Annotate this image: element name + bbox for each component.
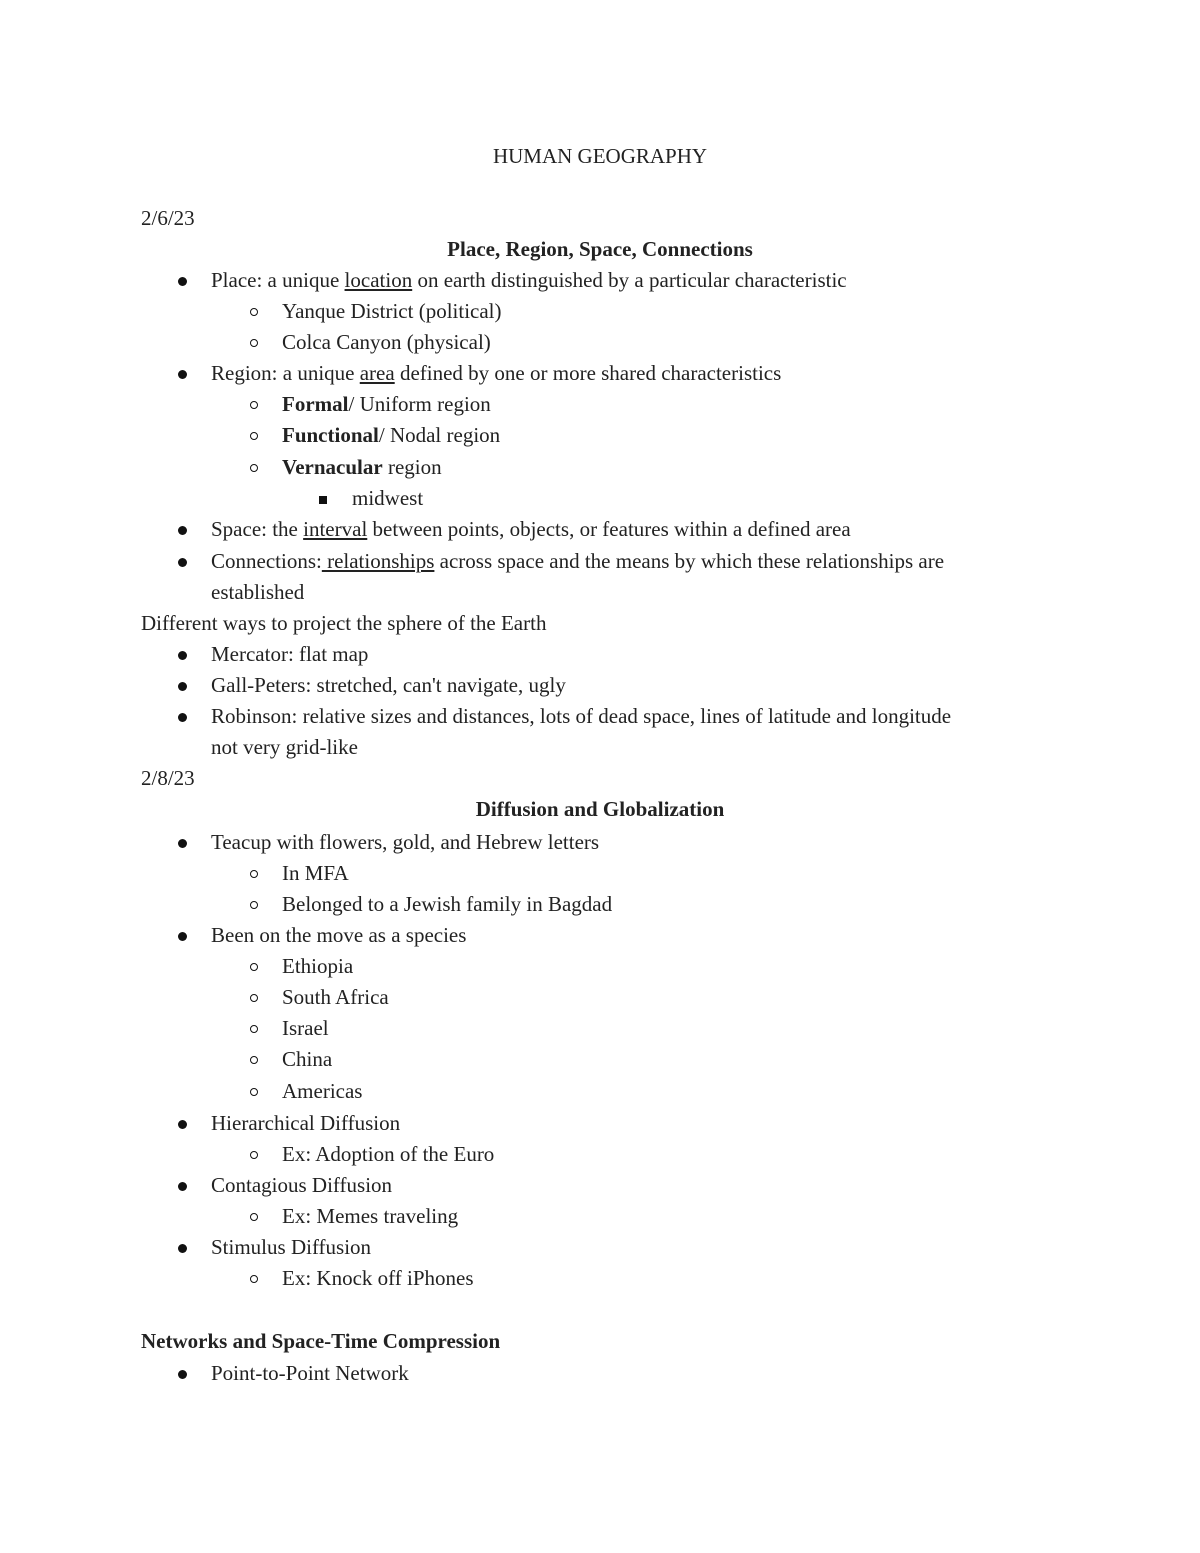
bullet-icon: [178, 526, 187, 535]
list-item: Robinson: relative sizes and distances, lots of dead space, lines of latitude and longitude: [211, 704, 952, 728]
list-item: Mercator: flat map: [211, 642, 369, 666]
bullet-icon: [178, 1182, 187, 1191]
list-item: In MFA: [282, 861, 349, 885]
date-label: 2/6/23: [141, 206, 195, 230]
bullet-icon: [178, 713, 187, 722]
list-item: Place: a unique location on earth distinguished by a particular characteristic: [211, 268, 847, 292]
paragraph: Different ways to project the sphere of the Earth: [141, 611, 547, 635]
list-item: Gall-Peters: stretched, can't navigate, ugly: [211, 673, 566, 697]
bullet-icon: [178, 558, 187, 567]
bullet-icon: [178, 932, 187, 941]
bullet-icon: [250, 432, 258, 440]
list-item: Yanque District (political): [282, 299, 502, 323]
list-item: midwest: [352, 486, 424, 510]
bullet-icon: [178, 1120, 187, 1129]
date-label: 2/8/23: [141, 766, 195, 790]
list-item: Vernacular region: [282, 455, 442, 479]
list-item: Americas: [282, 1079, 363, 1103]
list-item: Israel: [282, 1016, 329, 1040]
bullet-icon: [250, 963, 258, 971]
list-item: Ethiopia: [282, 954, 354, 978]
list-item: Ex: Adoption of the Euro: [282, 1142, 495, 1166]
list-item: Region: a unique area defined by one or more shared characteristics: [211, 361, 782, 385]
section-heading: Networks and Space-Time Compression: [141, 1329, 501, 1353]
list-item: Formal/ Uniform region: [282, 392, 491, 416]
document-title: HUMAN GEOGRAPHY: [492, 144, 708, 168]
bullet-icon: [319, 496, 327, 504]
bullet-icon: [250, 1213, 258, 1221]
list-item: Ex: Knock off iPhones: [282, 1266, 474, 1290]
bullet-icon: [178, 839, 187, 848]
list-item: Contagious Diffusion: [211, 1173, 393, 1197]
bullet-icon: [250, 308, 258, 316]
list-item: Functional/ Nodal region: [282, 423, 501, 447]
bullet-icon: [250, 1151, 258, 1159]
bullet-icon: [178, 651, 187, 660]
bullet-icon: [178, 1370, 187, 1379]
list-item: Ex: Memes traveling: [282, 1204, 459, 1228]
bullet-icon: [250, 870, 258, 878]
list-item: Point-to-Point Network: [211, 1361, 409, 1385]
bullet-icon: [250, 1025, 258, 1033]
bullet-icon: [178, 277, 187, 286]
bullet-icon: [178, 370, 187, 379]
list-item: Belonged to a Jewish family in Bagdad: [282, 892, 613, 916]
list-item: Space: the interval between points, objects, or features within a defined area: [211, 517, 851, 541]
list-item: Connections: relationships across space and the means by which these relationships are: [211, 549, 945, 573]
list-item: Colca Canyon (physical): [282, 330, 491, 354]
section-heading: Place, Region, Space, Connections: [447, 237, 753, 261]
bullet-icon: [250, 464, 258, 472]
section-heading: Diffusion and Globalization: [475, 797, 725, 821]
list-item: South Africa: [282, 985, 389, 1009]
list-item-continuation: established: [211, 580, 305, 604]
list-item: Teacup with flowers, gold, and Hebrew letters: [211, 830, 600, 854]
bullet-icon: [250, 1275, 258, 1283]
list-item: Stimulus Diffusion: [211, 1235, 372, 1259]
bullet-icon: [178, 682, 187, 691]
bullet-icon: [178, 1244, 187, 1253]
bullet-icon: [250, 1056, 258, 1064]
bullet-icon: [250, 401, 258, 409]
bullet-icon: [250, 901, 258, 909]
list-item: Hierarchical Diffusion: [211, 1111, 401, 1135]
bullet-icon: [250, 339, 258, 347]
list-item-continuation: not very grid-like: [211, 735, 358, 759]
bullet-icon: [250, 1088, 258, 1096]
bullet-icon: [250, 994, 258, 1002]
list-item: Been on the move as a species: [211, 923, 467, 947]
list-item: China: [282, 1047, 333, 1071]
